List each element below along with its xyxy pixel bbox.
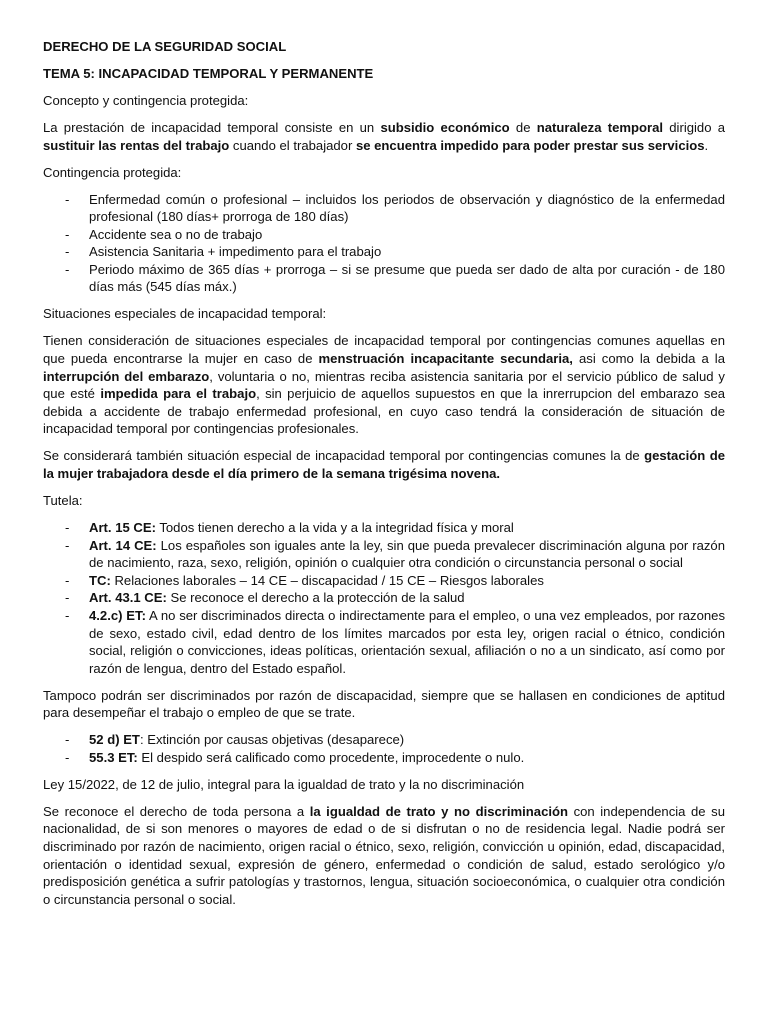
text-run: asi como la debida a la xyxy=(572,351,725,367)
bullet-dash: - xyxy=(65,572,70,588)
ley-heading: Ley 15/2022, de 12 de julio, integral para la igualdad de trato y la no discriminación xyxy=(43,776,525,792)
article-label: 55.3 ET: xyxy=(89,749,138,765)
list-item-text: Relaciones laborales – 14 CE – discapacidad / 15 CE – Riesgos laborales xyxy=(110,572,544,588)
special-paragraph-2 xyxy=(43,447,725,482)
list-item-text: : Extinción por causas objetivas (desaparece) xyxy=(139,732,405,748)
bullet-dash: - xyxy=(65,590,70,606)
concept-paragraph xyxy=(43,119,725,154)
bold-run: menstruación incapacitante secundaria, xyxy=(318,351,573,367)
text-run: Se considerará también situación especial de incapacidad temporal por contingencias comunes la de xyxy=(43,448,645,464)
bullet-dash: - xyxy=(65,537,70,553)
text-run: de xyxy=(509,119,537,135)
list-item-text: El despido será calificado como procedente, improcedente o nulo. xyxy=(137,749,525,765)
text-run: Tienen consideración de situaciones especiales de incapacidad temporal por contingencias comunes aquellas en que pueda encontrarse la mujer en caso de xyxy=(43,333,725,367)
tutela-heading: Tutela: xyxy=(43,492,83,508)
document-title: DERECHO DE LA SEGURIDAD SOCIAL xyxy=(43,39,287,54)
tutela-list xyxy=(43,519,725,677)
discapacidad-paragraph: Tampoco podrán ser discriminados por razón de discapacidad, siempre que se hallasen en condiciones de aptitud para desempeñar el trabajo o empleo de que se trate. xyxy=(43,687,725,721)
article-label: TC: xyxy=(89,572,111,588)
special-heading: Situaciones especiales de incapacidad temporal: xyxy=(43,306,327,322)
contingency-heading: Contingencia protegida: xyxy=(43,164,182,180)
list-item-text: Periodo máximo de 365 días + prorroga – si se presume que pueda ser dado de alta por curación - de 180 días más (545 días máx.) xyxy=(89,261,725,295)
list-item-text: Todos tienen derecho a la vida y a la integridad física y moral xyxy=(155,519,514,535)
bold-run: interrupción del embarazo xyxy=(43,368,210,384)
bold-run: subsidio económico xyxy=(380,119,510,135)
bold-run: impedida para el trabajo xyxy=(100,386,257,402)
bullet-dash: - xyxy=(65,607,70,623)
text-run: , sin perjuicio de aquellos supuestos en que la inrerrupcion del embarazo sea debida a accidente de trabajo enfermedad profesional, en cuyo caso tendrá la consideración de situación de incapacidad temporal por contingencias profesionales. xyxy=(43,386,726,437)
list-item xyxy=(43,191,725,226)
article-label: Art. 43.1 CE: xyxy=(89,590,167,606)
list-item-text: Enfermedad común o profesional – incluidos los periodos de observación y diagnóstico de la enfermedad profesional (180 días+ prorroga de 180 días) xyxy=(89,191,725,225)
list-item xyxy=(43,261,725,296)
text-run: Se reconoce el derecho de toda persona a xyxy=(43,803,310,819)
list-item xyxy=(43,607,725,677)
bold-run: se encuentra impedido para poder prestar sus servicios xyxy=(355,137,705,153)
text-run: La prestación de incapacidad temporal consiste en un xyxy=(43,119,381,135)
list-item xyxy=(43,749,725,767)
bold-run: sustituir las rentas del trabajo xyxy=(43,137,230,153)
list-item xyxy=(43,226,725,244)
list-item-text: Asistencia Sanitaria + impedimento para el trabajo xyxy=(89,244,382,260)
bullet-dash: - xyxy=(65,519,70,535)
bold-run: la igualdad de trato y no discriminación xyxy=(309,803,568,819)
text-run: , voluntaria o no, mientras reciba asistencia sanitaria por el servicio público de salud y que esté xyxy=(43,368,725,402)
text-run: cuando el trabajador xyxy=(229,137,356,153)
list-item xyxy=(43,537,725,572)
article-label: 52 d) ET xyxy=(89,732,140,748)
list-item-text: Los españoles son iguales ante la ley, sin que pueda prevalecer discriminación alguna por razón de nacimiento, raza, sexo, religión, opinión o cualquier otra condición o circunstancia personal o social xyxy=(89,537,725,571)
special-paragraph-1 xyxy=(43,332,725,438)
text-run: . xyxy=(704,137,709,153)
bold-run: gestación de la mujer trabajadora desde el día primero de la semana trigésima novena. xyxy=(43,448,725,481)
et-list xyxy=(43,731,725,766)
list-item xyxy=(43,519,725,537)
bullet-dash: - xyxy=(65,749,70,765)
contingency-list xyxy=(43,191,725,297)
concept-heading: Concepto y contingencia protegida: xyxy=(43,92,249,108)
list-item xyxy=(43,589,725,607)
text-run: dirigido a xyxy=(663,119,726,135)
document-subtitle: TEMA 5: INCAPACIDAD TEMPORAL Y PERMANENTE xyxy=(43,65,374,81)
bold-run: naturaleza temporal xyxy=(536,119,664,135)
bullet-dash: - xyxy=(65,732,70,748)
bullet-dash: - xyxy=(65,191,70,207)
list-item-text: Se reconoce el derecho a la protección de la salud xyxy=(166,590,465,606)
list-item xyxy=(43,572,725,590)
article-label: Art. 14 CE: xyxy=(89,537,157,553)
article-label: 4.2.c) ET: xyxy=(89,607,146,623)
ley-paragraph xyxy=(43,803,725,909)
bullet-dash: - xyxy=(65,244,70,260)
article-label: Art. 15 CE: xyxy=(89,519,156,535)
list-item xyxy=(43,731,725,749)
list-item-text: A no ser discriminados directa o indirectamente para el empleo, o una vez empleados, por razones de sexo, estado civil, edad dentro de los límites marcados por esta ley, origen racial o étnico, condición social, religión o convicciones, ideas políticas, orientación sexual, afiliación o no a un sindicato, así como por razón de lengua, dentro del Estado español. xyxy=(89,607,725,676)
bullet-dash: - xyxy=(65,226,70,242)
list-item xyxy=(43,243,725,261)
bullet-dash: - xyxy=(65,261,70,277)
list-item-text: Accidente sea o no de trabajo xyxy=(89,226,263,242)
text-run: con independencia de su nacionalidad, de si son menores o mayores de edad o de si disfrutan o no de residencia legal. Nadie podrá ser discriminado por razón de nacimiento, origen racial o étnico, sexo, religión, convicción u opinión, edad, discapacidad, orientación o identidad sexual, expresión de género, enfermedad o condición de salud, estado serológico y/o predisposición genética a sufrir patologías y trastornos, lengua, situación socioeconómica, o cualquier otra condición o circunstancia personal o social. xyxy=(43,803,725,907)
